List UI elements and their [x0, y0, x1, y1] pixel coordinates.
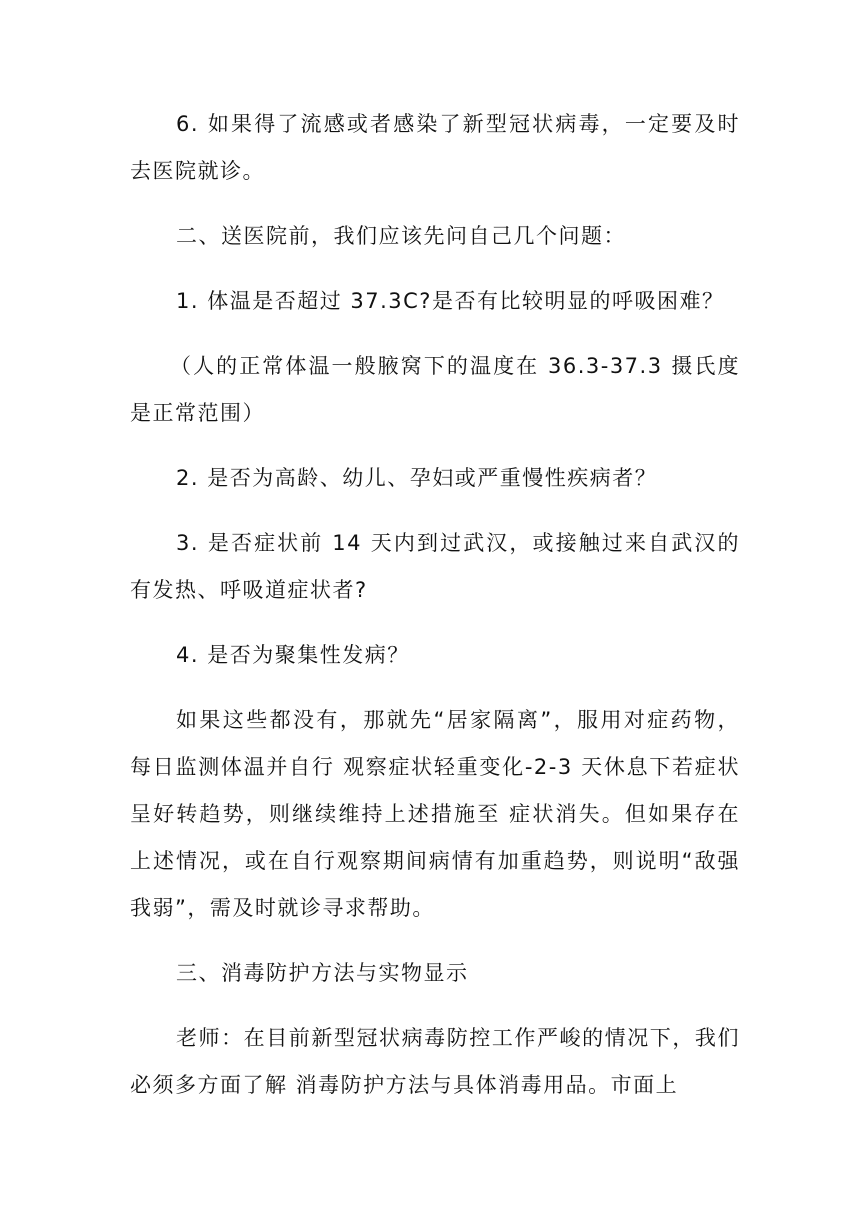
question-4: 4. 是否为聚集性发病？	[176, 643, 410, 667]
section-heading-3: 三、消毒防护方法与实物显示	[176, 961, 469, 985]
teacher-paragraph: 老师：在目前新型冠状病毒防控工作严峻的情况下，我们必须多方面了解 消毒防护方法与具体消毒用品。市面上	[130, 1026, 740, 1097]
document-body	[130, 101, 740, 1127]
question-2: 2. 是否为高龄、幼儿、孕妇或严重慢性疾病者？	[176, 466, 658, 490]
question-1: 1. 体温是否超过 37.3C?是否有比较明显的呼吸困难？	[176, 289, 725, 313]
temperature-note: （人的正常体温一般腋窝下的温度在 36.3-37.3 摄氏度是正常范围）	[130, 354, 740, 425]
home-isolation-paragraph: 如果这些都没有，那就先“居家隔离”，服用对症药物，每日监测体温并自行 观察症状轻重变化-2-3 天休息下若症状呈好转趋势，则继续维持上述措施至 症状消失。但如果存在上述情况，或在自行观察期间病情有加重趋势，则说明“敌强我弱”，需及时就诊寻求帮助。	[130, 708, 740, 920]
paragraph-item-6: 6. 如果得了流感或者感染了新型冠状病毒，一定要及时去医院就诊。	[130, 112, 740, 183]
section-heading-2: 二、送医院前，我们应该先问自己几个问题：	[176, 224, 626, 248]
question-3: 3. 是否症状前 14 天内到过武汉，或接触过来自武汉的有发热、呼吸道症状者?	[130, 531, 740, 602]
